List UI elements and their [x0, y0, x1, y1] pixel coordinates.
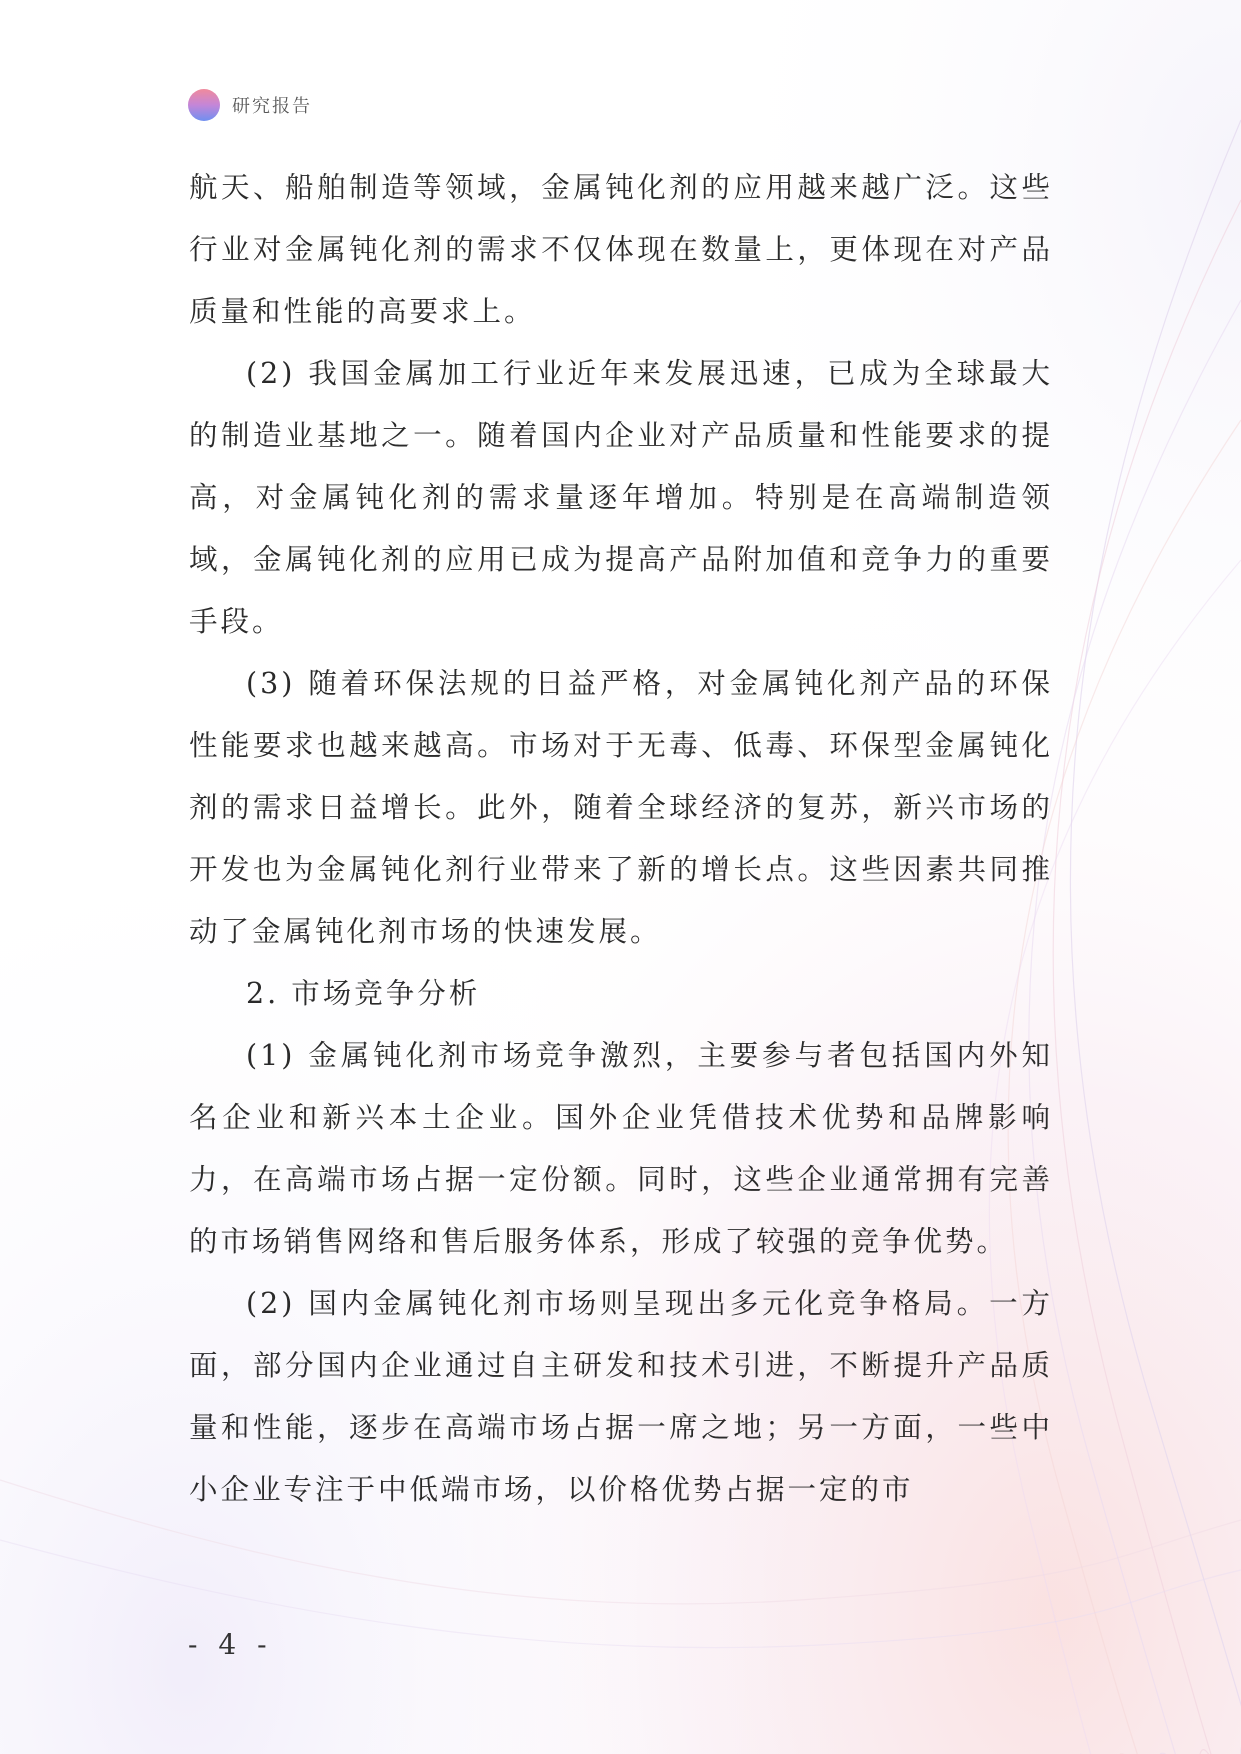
logo-circle-icon — [188, 89, 220, 121]
paragraph-2: (2) 我国金属加工行业近年来发展迅速，已成为全球最大的制造业基地之一。随着国内企业对产品质量和性能要求的提高，对金属钝化剂的需求量逐年增加。特别是在高端制造领域，金属钝化剂的应用已成为提高产品附加值和竞争力的重要手段。 — [189, 357, 1053, 638]
page-number: - 4 - — [188, 1628, 273, 1661]
section-heading: 2. 市场竞争分析 — [246, 977, 481, 1010]
report-header — [188, 88, 312, 122]
paragraph-1: 航天、船舶制造等领域，金属钝化剂的应用越来越广泛。这些行业对金属钝化剂的需求不仅体现在数量上，更体现在对产品质量和性能的高要求上。 — [189, 171, 1053, 328]
paragraph-5: (2) 国内金属钝化剂市场则呈现出多元化竞争格局。一方面，部分国内企业通过自主研发和技术引进，不断提升产品质量和性能，逐步在高端市场占据一席之地；另一方面，一些中小企业专注于中低端市场，以价格优势占据一定的市 — [189, 1287, 1053, 1506]
body-text — [189, 157, 1053, 1521]
paragraph-3: (3) 随着环保法规的日益严格，对金属钝化剂产品的环保性能要求也越来越高。市场对于无毒、低毒、环保型金属钝化剂的需求日益增长。此外，随着全球经济的复苏，新兴市场的开发也为金属钝化剂行业带来了新的增长点。这些因素共同推动了金属钝化剂市场的快速发展。 — [189, 667, 1053, 948]
header-label: 研究报告 — [232, 96, 312, 117]
paragraph-4: (1) 金属钝化剂市场竞争激烈，主要参与者包括国内外知名企业和新兴本土企业。国外企业凭借技术优势和品牌影响力，在高端市场占据一定份额。同时，这些企业通常拥有完善的市场销售网络和售后服务体系，形成了较强的竞争优势。 — [189, 1039, 1053, 1258]
